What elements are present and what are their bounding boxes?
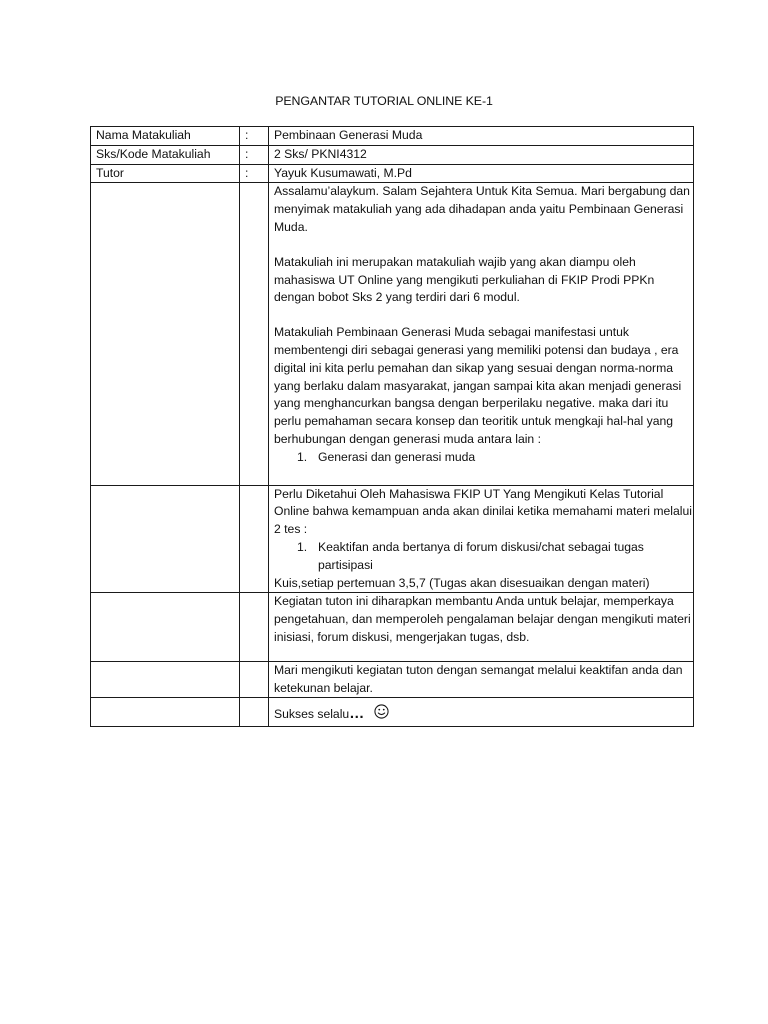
- page-title: PENGANTAR TUTORIAL ONLINE KE-1: [275, 94, 493, 108]
- closing-text: Sukses selalu: [274, 707, 350, 722]
- empty-cell: [240, 698, 269, 727]
- empty-cell: [91, 183, 240, 485]
- intro-paragraph-course-purpose: Matakuliah Pembinaan Generasi Muda sebagai manifestasi untuk membentengi diri sebagai generasi yang memiliki potensi dan budaya , era digital ini kita perlu pemahan dan sikap yang sesuai dengan norma-norma yang berlaku dalam masyarakat, jangan sampai kita akan menjadi generasi yang menghancurkan bangsa dengan berperilaku negative. maka dari itu perlu pemahaman secara konsep dan teoritik untuk mengkaji hal-hal yang berhubungan dengan generasi muda antara lain :: [274, 325, 682, 446]
- course-code-value: 2 Sks/ PKNI4312: [269, 145, 694, 164]
- list-item-text: Generasi dan generasi muda: [318, 449, 476, 464]
- list-item-text: Keaktifan anda bertanya di forum diskusi/chat sebagai tugas partisipasi: [318, 539, 644, 572]
- tutor-label: Tutor: [91, 164, 240, 183]
- table-row-activity: [91, 593, 694, 661]
- list-number: 1.: [297, 539, 308, 554]
- closing-cell: [269, 698, 694, 727]
- invite-paragraph: Mari mengikuti kegiatan tuton dengan semangat melalui keaktifan anda dan ketekunan belajar.: [274, 662, 683, 695]
- intro-cell: [269, 183, 694, 485]
- empty-cell: [91, 698, 240, 727]
- table-row-closing: [91, 698, 694, 727]
- colon-separator: :: [240, 127, 269, 146]
- table-row-assessment: [91, 485, 694, 593]
- colon-separator: :: [240, 145, 269, 164]
- table-row-course-name: [91, 127, 694, 146]
- table-row-course-code: [91, 145, 694, 164]
- empty-cell: [91, 661, 240, 698]
- course-name-label: Nama Matakuliah: [91, 127, 240, 146]
- closing-ellipsis: …: [349, 705, 365, 723]
- course-code-label: Sks/Kode Matakuliah: [91, 145, 240, 164]
- tutor-value: Yayuk Kusumawati, M.Pd: [269, 164, 694, 183]
- list-item: [274, 449, 693, 467]
- intro-paragraph-greeting: Assalamu’alaykum. Salam Sejahtera Untuk Kita Semua. Mari bergabung dan menyimak matakuliah yang ada dihadapan anda yaitu Pembinaan Generasi Muda.: [274, 184, 690, 234]
- table-row-intro: [91, 183, 694, 485]
- activity-cell: [269, 593, 694, 661]
- colon-separator: :: [240, 164, 269, 183]
- empty-cell: [240, 485, 269, 593]
- table-row-tutor: [91, 164, 694, 183]
- table-row-invite: [91, 661, 694, 698]
- empty-cell: [240, 661, 269, 698]
- intro-paragraph-course-description: Matakuliah ini merupakan matakuliah wajib yang akan diampu oleh mahasiswa UT Online yang mengikuti perkuliahan di FKIP Prodi PPKn dengan bobot Sks 2 yang terdiri dari 6 modul.: [274, 254, 655, 305]
- smiley-face-icon: [374, 704, 389, 719]
- closing-line: [274, 698, 693, 724]
- assessment-cell: [269, 485, 694, 593]
- invite-cell: [269, 661, 694, 698]
- assessment-paragraph: Perlu Diketahui Oleh Mahasiswa FKIP UT Yang Mengikuti Kelas Tutorial Online bahwa kemampuan anda akan dinilai ketika memahami materi melalui 2 tes :: [274, 486, 692, 537]
- assessment-quiz-line: Kuis,setiap pertemuan 3,5,7 (Tugas akan disesuaikan dengan materi): [274, 575, 650, 590]
- activity-paragraph: Kegiatan tuton ini diharapkan membantu Anda untuk belajar, memperkaya pengetahuan, dan memperoleh pengalaman belajar dengan mengikuti materi inisiasi, forum diskusi, mengerjakan tugas, dsb.: [274, 594, 691, 644]
- course-name-value: Pembinaan Generasi Muda: [269, 127, 694, 146]
- list-number: 1.: [297, 449, 308, 464]
- empty-cell: [240, 183, 269, 485]
- list-item: [274, 539, 693, 575]
- course-info-table: [90, 126, 694, 727]
- empty-cell: [240, 593, 269, 661]
- empty-cell: [91, 593, 240, 661]
- empty-cell: [91, 485, 240, 593]
